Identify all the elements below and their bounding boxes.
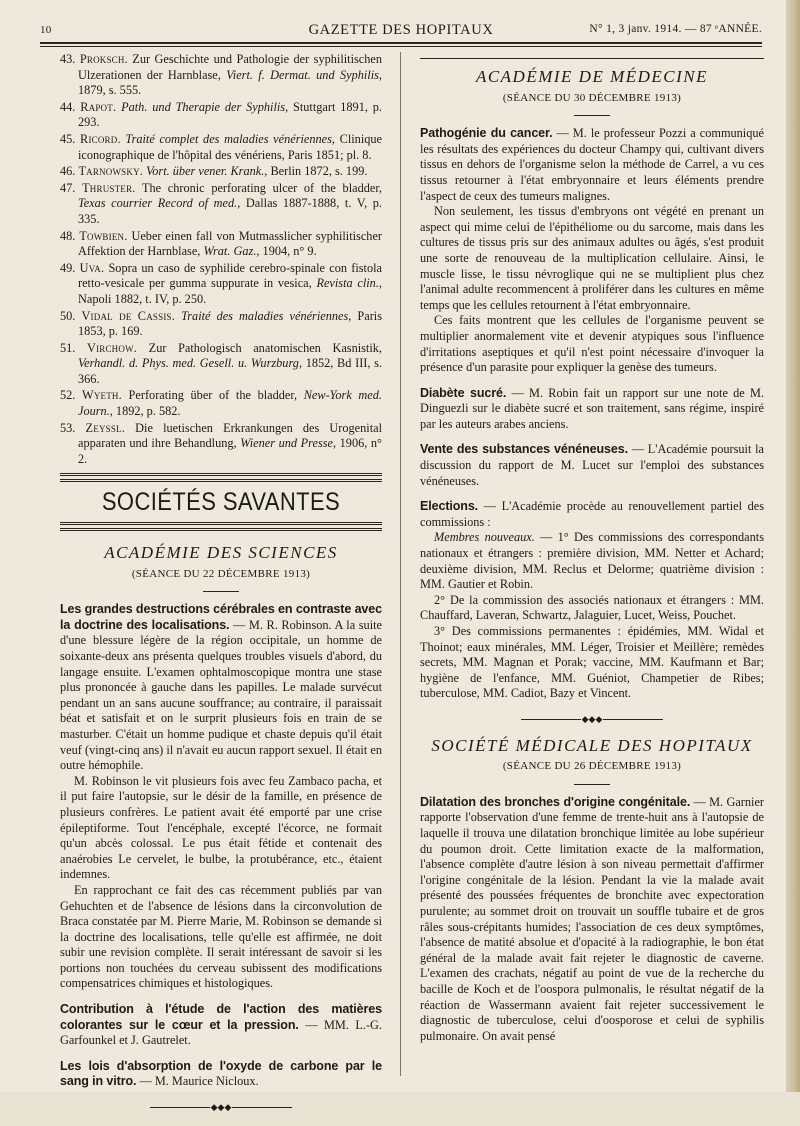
- reference-item: [60, 52, 382, 99]
- reference-text: Zur Pathologisch anatomischen Kasnistik,: [137, 340, 382, 355]
- reference-text: The chronic perforating ulcer of the bladder,: [135, 180, 383, 195]
- reference-author: Thruster.: [82, 180, 136, 195]
- reference-item: [60, 341, 382, 388]
- article-lead: — L'Académie poursuit la discussion du rapport de M. Lucet sur l'emploi des substances vénéneuses.: [420, 442, 764, 488]
- article-paragraph: [420, 126, 764, 204]
- article-paragraph: [420, 499, 764, 530]
- reference-details: , Dallas 1887-1888, t. V, p. 335.: [78, 196, 382, 226]
- reference-author: Towbien.: [79, 228, 128, 243]
- reference-item: [60, 132, 382, 163]
- article-rubric: Les grandes destructions cérébrales en contraste avec la doctrine des localisations.: [60, 602, 382, 632]
- page-number: 10: [40, 24, 52, 36]
- academie-medecine-title: ACADÉMIE DE MÉDECINE: [475, 67, 709, 86]
- article-rubric: Diabète sucré.: [420, 385, 507, 400]
- reference-number: 51.: [60, 340, 76, 355]
- reference-author: Proksch.: [79, 52, 128, 66]
- article-lead: — L'Académie procède au renouvellement partiel des commissions :: [420, 499, 764, 529]
- journal-title: GAZETTE DES HOPITAUX: [308, 22, 494, 38]
- reference-source: Traité complet des maladies vénériennes: [125, 131, 332, 146]
- reference-text: Sopra un caso de syphilide cerebro-spinale con fistola retto-vesicale per gumma suppurate in vesica,: [78, 260, 382, 291]
- left-column: [60, 52, 382, 1126]
- article-rubric: Les lois d'absorption de l'oxyde de carbone par le sang in vitro.: [60, 1058, 382, 1089]
- right-column: [420, 52, 764, 1044]
- reference-number: 45.: [60, 131, 76, 146]
- reference-item: [60, 421, 382, 468]
- reference-item: [60, 388, 382, 419]
- reference-source: Vort. über vener. Krank.: [146, 164, 265, 179]
- column-divider: [400, 52, 401, 1076]
- reference-item: [60, 164, 382, 180]
- reference-details: , Berlin 1872, s. 199.: [264, 164, 368, 179]
- section-rule: [60, 522, 382, 525]
- section-rule: [420, 58, 764, 59]
- article-rubric: Vente des substances vénéneuses.: [420, 442, 628, 457]
- reference-item: [60, 181, 382, 228]
- header-rule: [40, 42, 762, 44]
- article-lead: — M. Maurice Nicloux.: [136, 1074, 259, 1089]
- reference-source: Wiener und Presse: [240, 436, 333, 451]
- reference-item: [60, 100, 382, 131]
- short-rule: [574, 115, 610, 116]
- reference-source: New-York med. Journ.: [78, 388, 382, 419]
- reference-details: , 1906, n° 2.: [78, 436, 382, 466]
- reference-number: 43.: [60, 52, 76, 66]
- issue-info: N° 1, 3 janv. 1914. — 87 ᵉANNÉE.: [589, 23, 762, 35]
- reference-author: Zeyssl.: [85, 420, 126, 435]
- reference-list: [60, 52, 382, 467]
- article-paragraph: Non seulement, les tissus d'embryons ont végété en prenant un aspect qui mime celui de l'épithéliome ou du sarcome, mais dans les cultures de tissus pris sur des animaux adultes ou âgés, s'est produit une sorte de renouveau de la multiplication cellulaire. Ainsi, le muscle lisse, le tissu névroglique qui ne se multiplient plus chez l'animal adulte recommencent à proliférer dans les cultures en même temps que les cellules retournent à l'état embryonnaire.: [420, 204, 764, 312]
- sciences-item: [60, 602, 382, 992]
- societe-medicale-title: SOCIÉTÉ MÉDICALE DES HOPITAUX: [431, 735, 753, 755]
- reference-details: , 1892, p. 582.: [109, 404, 181, 419]
- article-paragraph: Ces faits montrent que les cellules de l'organisme peuvent se multiplier anormalement vite et devenir atypiques sous l'influence d'irritations aseptiques et qu'il n'est point nécessaire d'invoquer la présence d'un parasite pour expliquer la genèse des tumeurs.: [420, 313, 764, 375]
- academie-sciences-title: ACADÉMIE DES SCIENCES: [104, 543, 338, 563]
- reference-author: Vidal de Cassis.: [81, 308, 175, 323]
- reference-author: Virchow.: [87, 340, 138, 355]
- reference-source: Wrat. Gaz.: [203, 244, 257, 259]
- reference-details: , 1852, Bd III, s. 366.: [78, 356, 383, 386]
- academie-sciences-seance: (SÉANCE DU 22 DÉCEMBRE 1913): [131, 567, 311, 580]
- reference-author: Uva.: [79, 260, 105, 275]
- reference-item: [60, 261, 382, 308]
- article-paragraph: En rapprochant ce fait des cas récemment publiés par van Gehuchten et de l'absence de lésions dans la circonvolution de Braca constatée par M. Pierre Marie, M. Robinson se demande si la doctrine des localisations, telle qu'elle est affirmée, ne doit subir une revision complète. Il serait intéressant de savoir si les portions non touchées du cerveau subissent des modifications compensatrices chimiques et histologiques.: [60, 882, 382, 991]
- reference-source: Traité des maladies vénériennes: [181, 308, 349, 323]
- article-lead: — M. le professeur Pozzi a communiqué les résultats des expériences du docteur Champy qui, cultivant divers tissus en dehors de l'organisme selon la méthode de Carrel, a vu ces tissus retourner à l'état embryonnaire et leurs éléments prendre l'aspect de ceux des tumeurs malignes.: [420, 126, 764, 203]
- article-rubric: Pathogénie du cancer.: [420, 126, 553, 141]
- reference-number: 48.: [60, 228, 76, 243]
- reference-text: Ueber einen fall von Mutmasslicher syphilitischer Affektion der Harnblase,: [78, 228, 383, 259]
- reference-item: [60, 309, 382, 340]
- article-paragraph: [420, 386, 764, 433]
- article-paragraph: [420, 795, 764, 1045]
- article-lead: — M. Robin fait un rapport sur une note de M. Dinguezli sur le diabète sucré et son traitement, sans régime, inspiré par les auteurs arabes anciens.: [420, 385, 765, 431]
- article-paragraph: [60, 1002, 382, 1049]
- reference-author: Tarnowsky.: [78, 164, 144, 179]
- header-rule-thin: [40, 46, 762, 47]
- article-paragraph: 2° De la commission des associés nationaux et étrangers : MM. Chauffard, Laveran, Schwartz, Jalaguier, Lucet, Weiss, Pouchet.: [420, 592, 764, 623]
- reference-details: , Napoli 1882, t. IV, p. 250.: [78, 276, 382, 306]
- article-lead: — M. Garnier rapporte l'observation d'une femme de trente-huit ans à l'autopsie de laquelle il trouva une dilatation bronchique limitée au lobe supérieur du poumon droit. Cette limitation exacte de la malformation, l'absence complète d'autre lésion à son niveau permettait d'affirmer l'origine congénitale de la lésion. Pendant la vie la malade avait présenté des poussées fréquentes de bronchite avec expectoration purulente; au sommet droit on trouvait un souffle tubaire et de gros râles sous-crépitants humides; l'association de ces deux symptômes, l'absence de matité absolue et d'opacité à la radiographie, le bon état général de la malade avait fait rejeter le diagnostic de caverne. L'examen des crachats, négatif au point de vue de la recherche du bacille de Koch et de l'oospora pulmonalis, le résultat négatif de la réaction de Wassermann avaient fait rejeter successivement le diagnostic de tuberculose, celui d'oosporose et celui de syphilis pulmonaire. On avait pensé: [420, 794, 764, 1043]
- academie-medecine-seance: (SÉANCE DU 30 DÉCEMBRE 1913): [502, 91, 682, 104]
- reference-details: , 1879, s. 555.: [78, 67, 382, 98]
- reference-details: , Stuttgart 1891, p. 293.: [78, 99, 383, 130]
- sciences-item: [60, 1002, 382, 1049]
- article-lead: — M. R. Robinson. A la suite d'une blessure légère de la région occipitale, un homme de soixante-deux ans présenta quelques troubles visuels d'abord, du langage ensuite. L'examen ophtalmoscopique montra une stase plus prononcée à gauche dans les papilles. Le malade survécut pendant un an sans aucune souffrance; au contraire, il paraissait béat et satisfait et on le surprit plusieurs fois en train de se masturber. C'était un homme pudique et chaste depuis qu'il était veuf (vingt-cinq ans) il n'avait eu aucun rapport sexuel. Il était en outre hémophile.: [60, 617, 382, 773]
- reference-author: Rapot.: [80, 99, 117, 114]
- section-rule: [60, 473, 382, 476]
- reference-number: 50.: [60, 308, 76, 323]
- article-paragraph: [60, 1059, 382, 1090]
- ornament-divider: ◆◆◆: [60, 1100, 382, 1116]
- reference-details: , Paris 1853, p. 169.: [78, 308, 383, 339]
- members-label: Membres nouveaux.: [434, 530, 535, 545]
- section-rule: [60, 479, 382, 482]
- reference-source: Path. und Therapie der Syphilis: [121, 99, 286, 114]
- reference-number: 52.: [60, 388, 76, 403]
- ornament-divider: ◆◆◆: [420, 712, 764, 728]
- reference-source: Revista clin.: [316, 276, 379, 291]
- article-lead: — MM. L.-G. Garfounkel et J. Gautrelet.: [60, 1017, 382, 1048]
- reference-number: 44.: [60, 99, 76, 114]
- reference-item: [60, 229, 382, 260]
- reference-details: , Clinique iconographique de l'hôpital des vénériens, Paris 1851; pl. 8.: [78, 131, 383, 162]
- reference-text: Zur Geschichte und Pathologie der syphilitischen Ulzerationen der Harnblase,: [78, 52, 382, 82]
- article-paragraph: [420, 530, 764, 592]
- reference-number: 47.: [60, 180, 76, 195]
- article-rubric: Elections.: [420, 499, 479, 514]
- reference-source: Texas courrier Record of med.: [78, 196, 238, 211]
- reference-text: Perforating über of the bladder,: [121, 388, 304, 403]
- reference-number: 46.: [60, 164, 76, 179]
- reference-details: , 1904, n° 9.: [256, 244, 317, 259]
- article-paragraph: [60, 602, 382, 774]
- article-paragraph: M. Robinson le vit plusieurs fois avec feu Zambaco pacha, et il put faire l'autopsie, sur le désir de la famille, en présence de plusieurs confrères. Le patient avait été emporté par une crise épileptiforme. Tout l'encéphale, excepté l'écorce, ne formait qu'un abcès colossal. Le pus était fétide et contenait des anaérobies Le cervelet, le bulbe, la protubérance, etc., étaient indemnes.: [60, 773, 382, 882]
- reference-author: Ricord.: [80, 131, 121, 146]
- members-text: — 1° Des commissions des correspondants nationaux et étrangers : première division, MM. Netter et Achard; deuxième division, MM. Reclus et Delorme; quatrième division : MM. Gautier et Robin.: [420, 530, 764, 592]
- sciences-item: [60, 1059, 382, 1090]
- article-paragraph: [420, 442, 764, 489]
- article-rubric: Contribution à l'étude de l'action des matières colorantes sur le cœur et la pression.: [60, 1002, 382, 1032]
- reference-text: Die luetischen Erkrankungen des Urogenital apparaten und ihre Behandlung,: [78, 420, 382, 451]
- societe-medicale-seance: (SÉANCE DU 26 DÉCEMBRE 1913): [502, 760, 682, 773]
- reference-number: 53.: [60, 420, 76, 435]
- reference-source: Viert. f. Dermat. und Syphilis: [226, 67, 379, 82]
- article-paragraph: 3° Des commissions permanentes : épidémies, MM. Widal et Thoinot; eaux minérales, MM. Léger, Troisier et Meillère; remèdes secrets, MM. Magnan et Porak; vaccine, MM. Kaufmann et Bar; hygiène de l'enfance, MM. Guéniot, Champetier de Ribes; tuberculose, MM. Cadiot, Bazy et Vincent.: [420, 624, 764, 701]
- page-header: [40, 22, 762, 42]
- reference-author: Wyeth.: [82, 388, 122, 403]
- page-spine: [786, 0, 800, 1092]
- societes-savantes-title: SOCIÉTÉS SAVANTES: [101, 487, 341, 516]
- reference-number: 49.: [60, 260, 76, 275]
- short-rule: [574, 784, 610, 785]
- short-rule: [203, 591, 239, 592]
- reference-source: Verhandl. d. Phys. med. Gesell. u. Wurzburg: [78, 356, 299, 371]
- article-rubric: Dilatation des bronches d'origine congénitale.: [420, 794, 691, 809]
